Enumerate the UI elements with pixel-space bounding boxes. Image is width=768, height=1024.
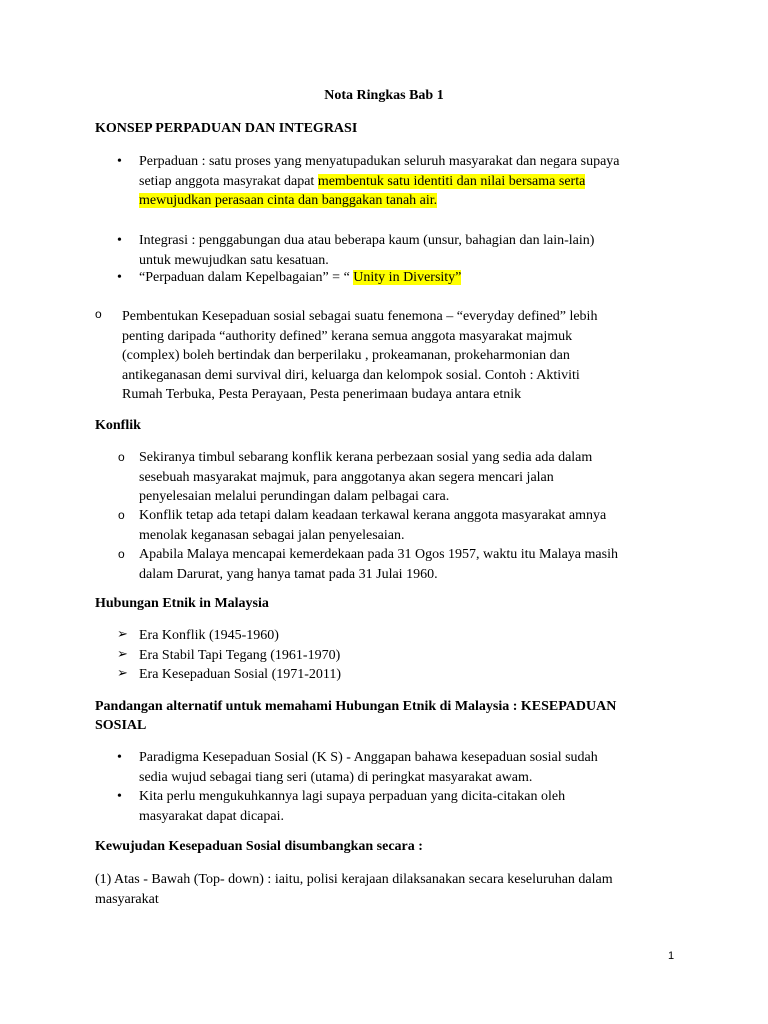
heading-konflik: Konflik [95, 418, 141, 433]
era-item: Era Konflik (1945-1960) [139, 628, 279, 643]
bullet-icon: • [117, 233, 122, 248]
konflik-item-3 [139, 545, 618, 584]
text-line: sesebuah masyarakat majmuk, para anggotanya akan segera mencari jalan [139, 469, 554, 485]
konflik-item-1 [139, 448, 592, 507]
text-line: Sekiranya timbul sebarang konflik kerana perbezaan sosial yang sedia ada dalam [139, 450, 593, 465]
page-title: Nota Ringkas Bab 1 [324, 88, 444, 103]
text-line: sedia wujud sebagai tiang seri (utama) di peringkat masyarakat awam. [139, 769, 533, 785]
heading-konsep: KONSEP PERPADUAN DAN INTEGRASI [95, 121, 358, 136]
text-line: antikeganasan demi survival diri, keluarga dan kelompok sosial. Contoh : Aktiviti [122, 367, 580, 383]
bullet-unity [139, 268, 461, 288]
heading-line: Pandangan alternatif untuk memahami Hubungan Etnik di Malaysia : KESEPADUAN [95, 699, 617, 714]
text-span: setiap anggota masyrakat dapat [139, 173, 318, 189]
text-line: dalam Darurat, yang hanya tamat pada 31 Julai 1960. [139, 566, 438, 582]
text-line: masyarakat dapat dicapai. [139, 808, 284, 824]
text-line: Perpaduan : satu proses yang menyatupadukan seluruh masyarakat dan negara supaya [139, 154, 620, 169]
bullet-icon: • [117, 154, 122, 169]
arrow-bullet-icon: ➢ [117, 646, 128, 661]
paragraph-pembentukan [122, 307, 597, 405]
text-line [139, 172, 620, 192]
circle-bullet-icon: o [118, 450, 125, 464]
konflik-item-2 [139, 506, 606, 545]
heading-line: SOSIAL [95, 718, 147, 733]
heading-pandangan [95, 697, 616, 735]
text-line: masyarakat [95, 891, 159, 907]
text-line: (complex) boleh bertindak dan berperilaku , prokeamanan, prokeharmonian dan [122, 348, 570, 363]
paragraph-atas-bawah [95, 870, 613, 909]
text-line: Pembentukan Kesepaduan sosial sebagai suatu fenemona – “everyday defined” lebih [122, 309, 598, 324]
text-line [139, 191, 620, 211]
text-span: “Perpaduan dalam Kepelbagaian” = “ [139, 270, 354, 285]
text-line: Kita perlu mengukuhkannya lagi supaya perpaduan yang dicita-citakan oleh [139, 789, 566, 804]
highlighted-text: membentuk satu identiti dan nilai bersama serta [317, 173, 586, 189]
era-item: Era Stabil Tapi Tegang (1961-1970) [139, 648, 341, 663]
text-line: Konflik tetap ada tetapi dalam keadaan terkawal kerana anggota masyarakat amnya [139, 508, 607, 523]
arrow-bullet-icon: ➢ [117, 626, 128, 641]
bullet-icon: • [117, 750, 122, 765]
page-number: 1 [668, 950, 675, 962]
heading-kewujudan: Kewujudan Kesepaduan Sosial disumbangkan secara : [95, 839, 423, 854]
circle-bullet-icon: o [118, 508, 125, 522]
bullet-icon: • [117, 789, 122, 804]
text-line: Rumah Terbuka, Pesta Perayaan, Pesta penerimaan budaya antara etnik [122, 387, 522, 402]
text-line: menolak keganasan sebagai jalan penyelesaian. [139, 527, 405, 543]
text-line: penyelesaian melalui perundingan dalam pelbagai cara. [139, 489, 450, 504]
bullet-perpaduan [139, 152, 620, 211]
text-line: Paradigma Kesepaduan Sosial (K S) - Anggapan bahawa kesepaduan sosial sudah [139, 750, 598, 765]
arrow-bullet-icon: ➢ [117, 665, 128, 680]
highlighted-text: Unity in Diversity” [353, 270, 462, 285]
bullet-integrasi [139, 231, 594, 270]
bullet-icon: • [117, 270, 122, 285]
text-line: untuk mewujudkan satu kesatuan. [139, 252, 329, 268]
bullet-kita [139, 787, 565, 826]
text-line [139, 268, 461, 288]
bullet-paradigma [139, 748, 598, 787]
circle-bullet-icon: o [118, 547, 125, 561]
text-line: Apabila Malaya mencapai kemerdekaan pada 31 Ogos 1957, waktu itu Malaya masih [139, 547, 618, 562]
text-line: (1) Atas - Bawah (Top- down) : iaitu, polisi kerajaan dilaksanakan secara keseluruhan dalam [95, 872, 613, 887]
text-line: Integrasi : penggabungan dua atau beberapa kaum (unsur, bahagian dan lain-lain) [139, 233, 595, 248]
heading-hubungan: Hubungan Etnik in Malaysia [95, 596, 269, 611]
circle-bullet-icon: o [95, 307, 102, 321]
era-item: Era Kesepaduan Sosial (1971-2011) [139, 667, 342, 682]
text-line: penting daripada “authority defined” kerana semua anggota masyarakat majmuk [122, 328, 573, 344]
highlighted-text: mewujudkan perasaan cinta dan banggakan tanah air. [139, 193, 438, 208]
